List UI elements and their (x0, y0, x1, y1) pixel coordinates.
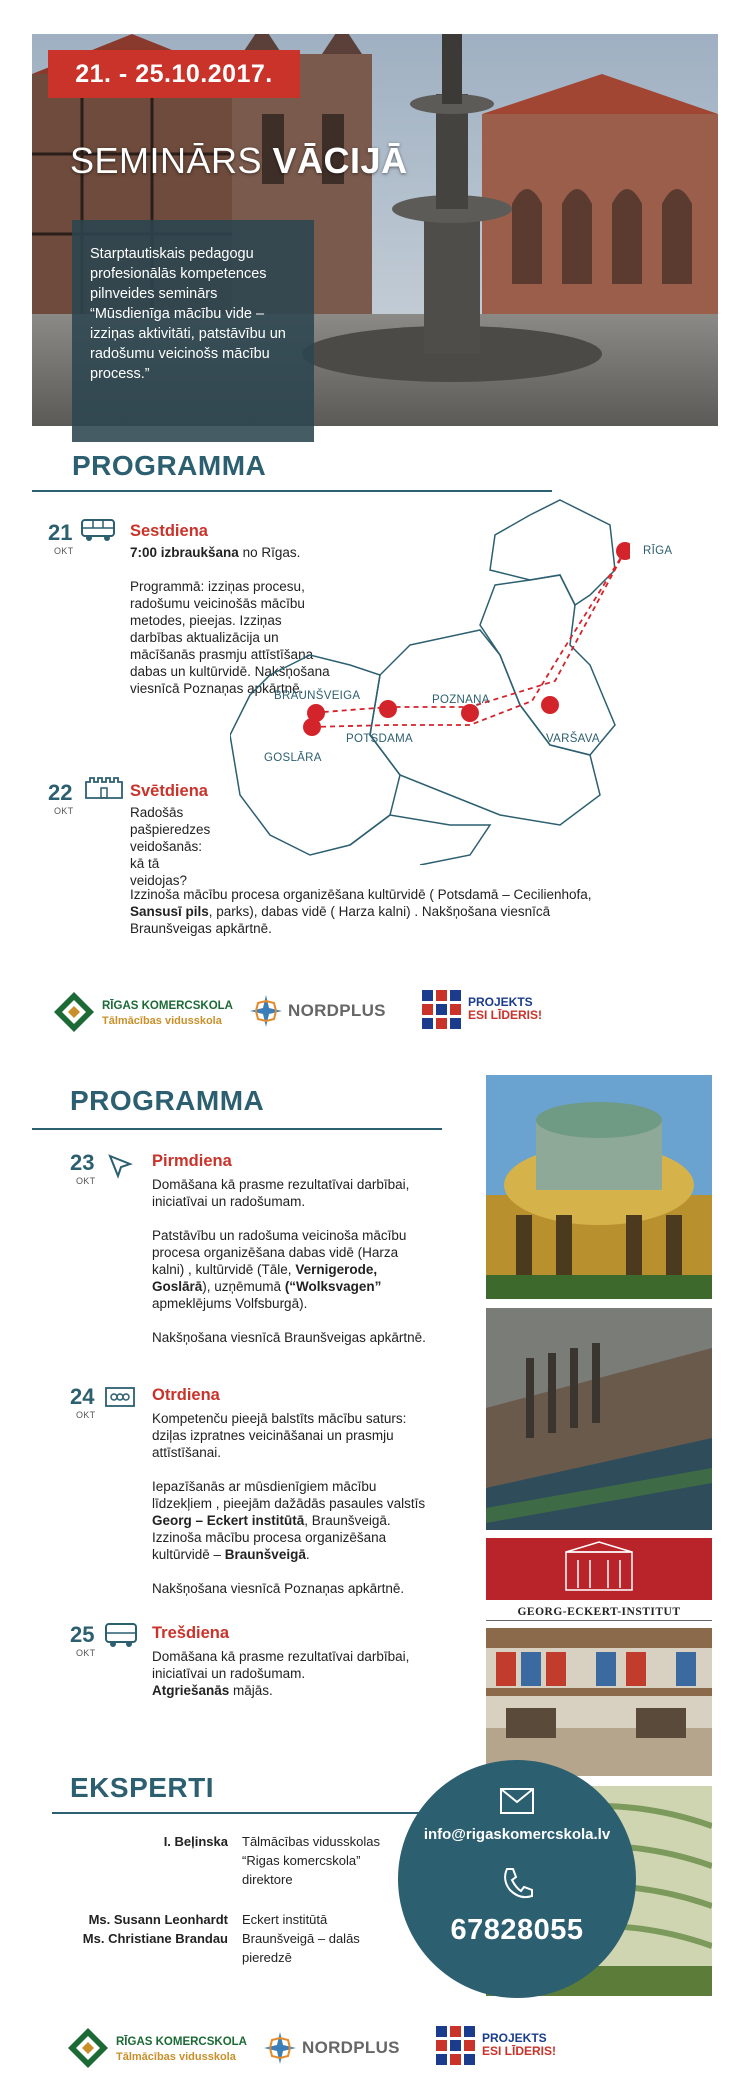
logo-rigas-komercskola (66, 2026, 266, 2072)
logo-rk-sub: Tālmācības vidusskola (116, 2051, 236, 2063)
logo-rk-name: RĪGAS KOMERCSKOLA (102, 1000, 233, 1012)
map-label-poznana: POZNAŅA (432, 694, 490, 706)
day-name: Svētdiena (130, 782, 208, 800)
day-text-bold: Vernigerode, Goslārā (152, 1262, 378, 1294)
day-text: Radošās pašpieredzes veidošanās: kā tā veidojas? (130, 805, 211, 888)
day-text-p1: Domāšana kā prasme rezultatīvai darbībai, iniciatīvai un radošumam. (152, 1649, 410, 1681)
logo-projekts-line1: PROJEKTS (482, 2031, 547, 2045)
day-text-bold: (“Wolksvagen” (284, 1279, 382, 1294)
logo-projekts-line2: ESI LĪDERIS! (468, 1008, 543, 1022)
expert-name: Ms. Susann Leonhardt (88, 1912, 228, 1927)
day-text-bold: Atgriešanās (152, 1683, 230, 1698)
day-text-part: Iepazīšanās ar mūsdienīgiem mācību līdzekļiem , pieejām dažādās pasaules valstīs (152, 1479, 426, 1511)
logo-projekts-esi-lideris (422, 990, 542, 1032)
bus-icon (104, 1622, 138, 1648)
hero-intro-text: Starptautiskais pedagogu profesionālās kompetences pilnveides seminārs “Mūsdienīga mācību vide – izziņas aktivitāti, patstāvību un radošumu veicinošs mācību process.” (90, 246, 286, 382)
phone-icon (500, 1866, 534, 1900)
day-text-bold: Braunšveigā (224, 1547, 306, 1562)
logo-nordplus-text: NORDPLUS (302, 2038, 400, 2057)
photo-sanssouci-image (486, 1075, 712, 1299)
map-marker-goslara (303, 718, 321, 736)
day-month: OKT (76, 1410, 96, 1420)
nordplus-star-icon (264, 2032, 296, 2064)
day-text (130, 886, 630, 937)
logo-projekts-line1: PROJEKTS (468, 995, 533, 1009)
day-lead-bold: 7:00 izbraukšana (130, 545, 239, 560)
map-label-goslara: GOSLĀRA (264, 752, 322, 764)
day-name: Sestdiena (130, 522, 208, 540)
logo-nordplus (250, 995, 390, 1031)
photo-sanssouci (486, 1075, 712, 1299)
expert-names (40, 1910, 228, 1948)
logo-projekts-text (482, 2032, 556, 2058)
bus-icon (80, 518, 116, 542)
section-rule (52, 1812, 430, 1814)
date-badge: 21. - 25.10.2017. (48, 50, 300, 98)
day-text-part: Izzinoša mācību procesa organizēšana kultūrvidē ( Potsdamā – Cecilienhofa, (130, 887, 592, 902)
contact-circle (398, 1760, 636, 1998)
rk-emblem-icon (66, 2026, 110, 2070)
map-label-riga: RĪGA (643, 545, 673, 557)
logo-projekts-line2: ESI LĪDERIS! (482, 2044, 557, 2058)
map-label-potsdama: POTSDAMA (346, 733, 413, 745)
section-rule (32, 1128, 442, 1130)
hero-title-light: SEMINĀRS (70, 140, 273, 181)
day-number: 25 (70, 1622, 95, 1647)
section-title-programma-1: PROGRAMMA (72, 450, 267, 481)
rk-emblem-icon (52, 990, 96, 1034)
day-number: 21 (48, 520, 73, 545)
logo-nordplus-text: NORDPLUS (288, 1001, 386, 1020)
castle-icon (84, 774, 124, 800)
gei-caption: GEORG-ECKERT-INSTITUT (517, 1606, 681, 1618)
map-label-varsava: VARŠAVA (546, 733, 600, 745)
photo-volkswagen (486, 1308, 712, 1530)
contact-phone[interactable]: 67828055 (450, 1914, 584, 1946)
cursor-icon (106, 1152, 134, 1180)
map-marker-riga (616, 542, 630, 560)
gei-caption-rule (486, 1620, 712, 1621)
mail-icon (500, 1788, 534, 1814)
day-text-p1: Domāšana kā prasme rezultatīvai darbībai, iniciatīvai un radošumam. (152, 1177, 410, 1209)
day-text-bold: Sansusī pils (130, 904, 209, 919)
day-month: OKT (54, 806, 74, 816)
map-czech-border (350, 815, 490, 865)
section-title-programma-2: PROGRAMMA (70, 1085, 265, 1116)
map-latvia-border (490, 500, 615, 605)
logo-rk-sub: Tālmācības vidusskola (102, 1015, 222, 1027)
photo-library (486, 1628, 712, 1776)
photo-gei-building (486, 1538, 712, 1600)
day-text-p2 (152, 1682, 427, 1699)
day-text-part: mājās. (229, 1683, 273, 1698)
route-map (230, 495, 630, 865)
day-lead-rest: no Rīgas. (238, 545, 301, 560)
day-text-p2 (152, 1227, 432, 1312)
day-text-block (152, 1410, 432, 1614)
map-marker-varsava (541, 696, 559, 714)
day-text-part: ), uzņēmumā (202, 1279, 285, 1294)
books-icon (104, 1386, 136, 1408)
projekts-grid-icon (422, 990, 462, 1030)
day-text-part: , parks), dabas vidē ( Harza kalni) . Nakšņošana viesnīcā Braunšveigas apkārtnē. (130, 904, 551, 936)
day-text-part: , Braunšveigā. Izzinoša mācību procesa organizēšana kultūrvidē – (152, 1513, 391, 1562)
day-text-p3: Nakšņošana viesnīcā Braunšveigas apkārtnē. (152, 1330, 426, 1345)
logo-rigas-komercskola (52, 990, 252, 1036)
day-month: OKT (54, 546, 74, 556)
projekts-grid-icon (436, 2026, 476, 2066)
day-text-block (152, 1648, 427, 1699)
logo-rk-name: RĪGAS KOMERCSKOLA (116, 2036, 247, 2048)
gei-building-icon (486, 1538, 712, 1600)
logo-projekts-esi-lideris (436, 2026, 556, 2068)
day-month: OKT (76, 1176, 96, 1186)
day-text-part: apmeklējums Volfsburgā). (152, 1296, 308, 1311)
map-label-braunsveiga: BRAUNŠVEIGA (274, 690, 361, 702)
day-name: Trešdiena (152, 1624, 230, 1642)
photo-volkswagen-image (486, 1308, 712, 1530)
contact-email[interactable]: info@rigaskomercskola.lv (423, 1826, 611, 1843)
expert-role: Eckert institūtā Braunšveigā – dalās pieredzē (242, 1912, 360, 1965)
day-number: 24 (70, 1384, 95, 1409)
photo-library-image (486, 1628, 712, 1776)
day-text-p1: Kompetenču pieejā balstīts mācību saturs: dziļas izpratnes veicināšanai un prasmju attīstīšanai. (152, 1411, 407, 1460)
day-text-block (152, 1176, 432, 1363)
day-month: OKT (76, 1648, 96, 1658)
map-lithuania-border (480, 575, 615, 755)
section-title-eksperti: EKSPERTI (70, 1772, 215, 1803)
nordplus-star-icon (250, 995, 282, 1027)
day-name: Pirmdiena (152, 1152, 232, 1170)
hero-intro-box (72, 220, 314, 442)
logo-projekts-text (468, 996, 542, 1022)
day-number: 23 (70, 1150, 95, 1175)
section-rule (32, 490, 552, 492)
day-text-p2 (152, 1478, 432, 1563)
day-number: 22 (48, 780, 73, 805)
hero-title-bold: VĀCIJĀ (272, 140, 408, 181)
expert-name: I. Beļinska (163, 1834, 228, 1849)
day-text-part: . (305, 1547, 310, 1562)
expert-name: Ms. Christiane Brandau (82, 1931, 228, 1946)
day-text-part: Patstāvību un radošuma veicinoša mācību procesa organizēšana dabas vidē (Harza kalni) , kultūrvidē (Tāle, (152, 1228, 407, 1277)
day-name: Otrdiena (152, 1386, 220, 1404)
day-text-p3: Nakšņošana viesnīcā Poznaņas apkārtnē. (152, 1581, 405, 1596)
hero-title (70, 140, 408, 182)
map-marker-potsdama (379, 700, 397, 718)
logo-nordplus (264, 2032, 404, 2068)
day-text: Programmā: izziņas procesu, radošumu veicinošās mācību metodes, pieejas. Izziņas darbības aktualizācija un mācīšanās prasmju attīstīšana dabas un kultūrvidē. Nakšņošana viesnīcā Poznaņas apkārtnē. (130, 579, 330, 696)
expert-role: Tālmācības vidusskolas “Rigas komercskola” direktore (242, 1834, 380, 1887)
map-poland-border (370, 630, 600, 825)
day-text-bold: Georg – Eckert institūtā (152, 1513, 305, 1528)
map-marker-poznana (461, 704, 479, 722)
